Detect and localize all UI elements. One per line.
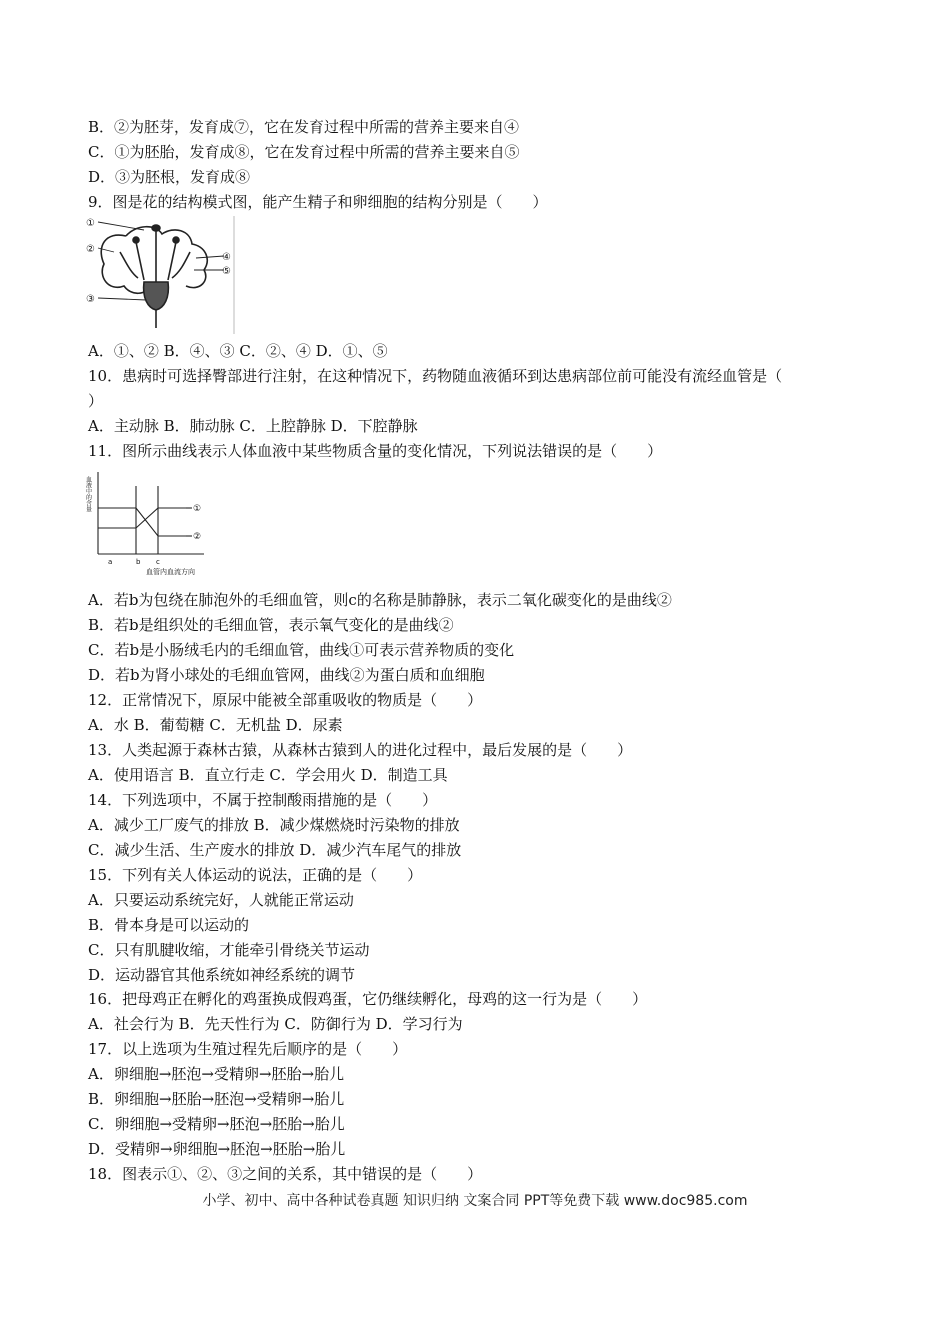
- curve-label-2: ②: [193, 532, 202, 542]
- question-13: 13．人类起源于森林古猿，从森林古猿到人的进化过程中，最后发展的是（ ）: [88, 741, 633, 759]
- option-line: A．水 B．葡萄糖 C．无机盐 D．尿素: [88, 716, 343, 734]
- tick-b: b: [136, 558, 141, 566]
- option-line: D．受精卵→卵细胞→胚泡→胚胎→胎儿: [88, 1140, 346, 1158]
- option-line: D．运动器官其他系统如神经系统的调节: [88, 966, 356, 984]
- question-9: 9．图是花的结构模式图，能产生精子和卵细胞的结构分别是（ ）: [88, 193, 548, 211]
- option-line: C．若b是小肠绒毛内的毛细血管，曲线①可表示营养物质的变化: [88, 641, 515, 659]
- option-line: B．若b是组织处的毛细血管，表示氧气变化的是曲线②: [88, 616, 454, 634]
- option-line: C．减少生活、生产废水的排放 D．减少汽车尾气的排放: [88, 841, 462, 859]
- page-footer: 小学、初中、高中各种试卷真题 知识归纳 文案合同 PPT等免费下载 www.doc985.com: [202, 1193, 748, 1209]
- question-11: 11．图所示曲线表示人体血液中某些物质含量的变化情况，下列说法错误的是（ ）: [88, 442, 663, 460]
- question-14: 14．下列选项中，不属于控制酸雨措施的是（ ）: [88, 791, 438, 809]
- option-line: D．③为胚根，发育成⑧: [88, 168, 251, 186]
- option-line: A．若b为包绕在肺泡外的毛细血管，则c的名称是肺静脉，表示二氧化碳变化的是曲线②: [88, 591, 672, 609]
- tick-c: c: [156, 558, 160, 566]
- question-16: 16．把母鸡正在孵化的鸡蛋换成假鸡蛋，它仍继续孵化，母鸡的这一行为是（ ）: [88, 990, 648, 1008]
- blood-content-curve-figure: [86, 466, 216, 580]
- curve-xlabel: 血管内血流方向: [146, 568, 195, 576]
- flower-label-5: ⑤: [222, 266, 231, 277]
- option-line: C．只有肌腱收缩，才能牵引骨绕关节运动: [88, 941, 370, 959]
- option-line: D．若b为肾小球处的毛细血管网，曲线②为蛋白质和血细胞: [88, 666, 485, 684]
- question-10-continued: ）: [88, 392, 104, 410]
- flower-label-3: ③: [86, 294, 95, 305]
- option-line: C．卵细胞→受精卵→胚泡→胚胎→胎儿: [88, 1115, 345, 1133]
- question-17: 17．以上选项为生殖过程先后顺序的是（ ）: [88, 1040, 408, 1058]
- flower-label-2: ②: [86, 244, 95, 255]
- option-line: A．主动脉 B．肺动脉 C．上腔静脉 D．下腔静脉: [88, 417, 418, 435]
- flower-label-1: ①: [86, 218, 95, 229]
- flower-structure-figure: [86, 216, 236, 334]
- option-line: A．卵细胞→胚泡→受精卵→胚胎→胎儿: [88, 1065, 345, 1083]
- option-line: A．使用语言 B．直立行走 C．学会用火 D．制造工具: [88, 766, 448, 784]
- option-line: C．①为胚胎，发育成⑧，它在发育过程中所需的营养主要来自⑤: [88, 143, 520, 161]
- curve-ylabel: 血液中的含量: [84, 476, 92, 512]
- option-line: B．卵细胞→胚胎→胚泡→受精卵→胎儿: [88, 1090, 345, 1108]
- curve-label-1: ①: [193, 504, 202, 514]
- option-line: A．①、② B．④、③ C．②、④ D．①、⑤: [88, 342, 388, 360]
- flower-label-4: ④: [222, 252, 231, 263]
- question-18: 18．图表示①、②、③之间的关系，其中错误的是（ ）: [88, 1165, 483, 1183]
- option-line: B．骨本身是可以运动的: [88, 916, 250, 934]
- option-line: A．减少工厂废气的排放 B．减少煤燃烧时污染物的排放: [88, 816, 460, 834]
- question-12: 12．正常情况下，原尿中能被全部重吸收的物质是（ ）: [88, 691, 483, 709]
- option-line: B．②为胚芽，发育成⑦，它在发育过程中所需的营养主要来自④: [88, 118, 520, 136]
- tick-a: a: [108, 558, 113, 566]
- question-15: 15．下列有关人体运动的说法，正确的是（ ）: [88, 866, 423, 884]
- option-line: A．只要运动系统完好，人就能正常运动: [88, 891, 354, 909]
- option-line: A．社会行为 B．先天性行为 C．防御行为 D．学习行为: [88, 1015, 463, 1033]
- question-10: 10．患病时可选择臀部进行注射，在这种情况下，药物随血液循环到达患病部位前可能没有流经血管是（: [88, 367, 783, 385]
